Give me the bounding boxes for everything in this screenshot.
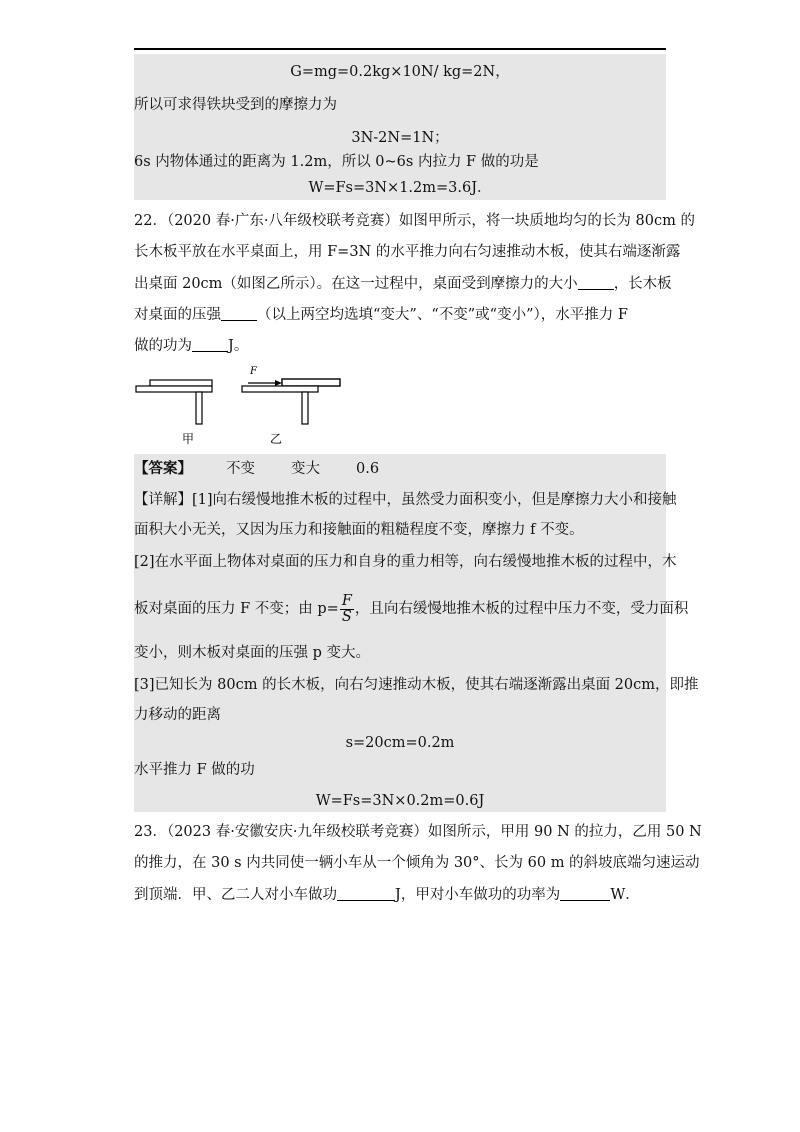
figure-label-jia: 甲 bbox=[182, 432, 195, 446]
board bbox=[282, 379, 340, 386]
equation-gravity: G=mg=0.2kg×10N/ kg=2N， bbox=[290, 64, 510, 80]
table-leg bbox=[196, 392, 202, 424]
answer-blank[interactable] bbox=[221, 304, 257, 321]
equation-friction: 3N-2N=1N； bbox=[351, 130, 449, 146]
detail-line-fraction bbox=[134, 592, 688, 626]
figure-yi bbox=[242, 379, 340, 424]
pressure-fraction bbox=[340, 594, 354, 625]
question-text: J。 bbox=[228, 338, 249, 354]
answer-2: 变大 bbox=[291, 461, 320, 477]
question-text: W． bbox=[610, 887, 640, 903]
solution-text: 6s 内物体通过的距离为 1.2m，所以 0~6s 内拉力 F 做的功是 bbox=[134, 154, 539, 170]
answer-1: 不变 bbox=[226, 461, 255, 477]
detail-line: 力移动的距离 bbox=[134, 707, 221, 723]
question-text: J，甲对小车做功的功率为 bbox=[395, 887, 561, 903]
equation-distance: s=20cm=0.2m bbox=[345, 735, 455, 751]
detail-line: 水平推力 F 做的功 bbox=[134, 762, 255, 778]
equation-work-2: W=Fs=3N×0.2m=0.6J bbox=[315, 793, 485, 809]
question-23-line bbox=[134, 884, 640, 905]
figure-label-yi: 乙 bbox=[270, 432, 283, 446]
question-text: 做的功为 bbox=[134, 338, 192, 354]
question-22-line: 22．（2020 春·广东·八年级校联考竞赛）如图甲所示，将一块质地均匀的长为 80cm 的 bbox=[134, 213, 695, 229]
detail-line: 变小，则木板对桌面的压强 p 变大。 bbox=[134, 645, 370, 661]
force-label: F bbox=[250, 366, 257, 377]
answer-blank[interactable] bbox=[578, 273, 614, 290]
detail-line: 面积大小无关，又因为压力和接触面的粗糙程度不变，摩擦力 f 不变。 bbox=[134, 522, 584, 538]
table-leg bbox=[302, 392, 308, 424]
board bbox=[150, 380, 212, 386]
question-text: 到顶端．甲、乙二人对小车做功 bbox=[134, 887, 337, 903]
header-rule bbox=[134, 48, 666, 50]
detail-line: 【详解】[1]向右缓慢地推木板的过程中，虽然受力面积变小，但是摩擦力大小和接触 bbox=[134, 492, 677, 508]
detail-text: 板对桌面的压力 F 不变；由 p= bbox=[134, 601, 339, 617]
question-22-line bbox=[134, 273, 672, 294]
table-top bbox=[242, 386, 318, 392]
figure-jia bbox=[136, 380, 212, 424]
question-22-line bbox=[134, 335, 248, 356]
answer-blank[interactable] bbox=[337, 884, 395, 901]
question-text: （以上两空均选填“变大”、“不变”或“变小”），水平推力 F bbox=[257, 307, 628, 323]
answer-blank[interactable] bbox=[192, 335, 228, 352]
question-text: 出桌面 20cm（如图乙所示）。在这一过程中，桌面受到摩擦力的大小 bbox=[134, 276, 578, 292]
fraction-denominator: S bbox=[341, 608, 352, 625]
question-23-line: 的推力，在 30 s 内共同使一辆小车从一个倾角为 30°、长为 60 m 的斜坡底端匀速运动 bbox=[134, 855, 700, 871]
detail-line: [3]已知长为 80cm 的长木板，向右匀速推动木板，使其右端逐渐露出桌面 20cm，即推 bbox=[134, 677, 699, 693]
question-text: ，长木板 bbox=[613, 276, 672, 292]
question-23-line: 23．（2023 春·安徽安庆·九年级校联考竞赛）如图所示，甲用 90 N 的拉力，乙用 50 N bbox=[134, 824, 702, 840]
question-text: 对桌面的压强 bbox=[134, 307, 221, 323]
answer-label: 【答案】 bbox=[134, 460, 192, 477]
solution-text: 所以可求得铁块受到的摩擦力为 bbox=[134, 97, 337, 113]
answer-blank[interactable] bbox=[560, 884, 610, 901]
arrow-head-icon bbox=[275, 380, 282, 386]
answer-3: 0.6 bbox=[356, 461, 380, 477]
detail-text: ，且向右缓慢地推木板的过程中压力不变，受力面积 bbox=[354, 601, 689, 617]
board-table-figure bbox=[130, 360, 360, 450]
equation-work: W=Fs=3N×1.2m=3.6J． bbox=[308, 180, 492, 196]
table-top bbox=[136, 386, 212, 392]
detail-line: [2]在水平面上物体对桌面的压力和自身的重力相等，向右缓慢地推木板的过程中，木 bbox=[134, 554, 677, 570]
answer-line bbox=[134, 459, 379, 479]
question-22-line bbox=[134, 304, 628, 325]
fraction-numerator: F bbox=[341, 592, 352, 609]
question-22-line: 长木板平放在水平桌面上，用 F=3N 的水平推力向右匀速推动木板，使其右端逐渐露 bbox=[134, 244, 681, 260]
